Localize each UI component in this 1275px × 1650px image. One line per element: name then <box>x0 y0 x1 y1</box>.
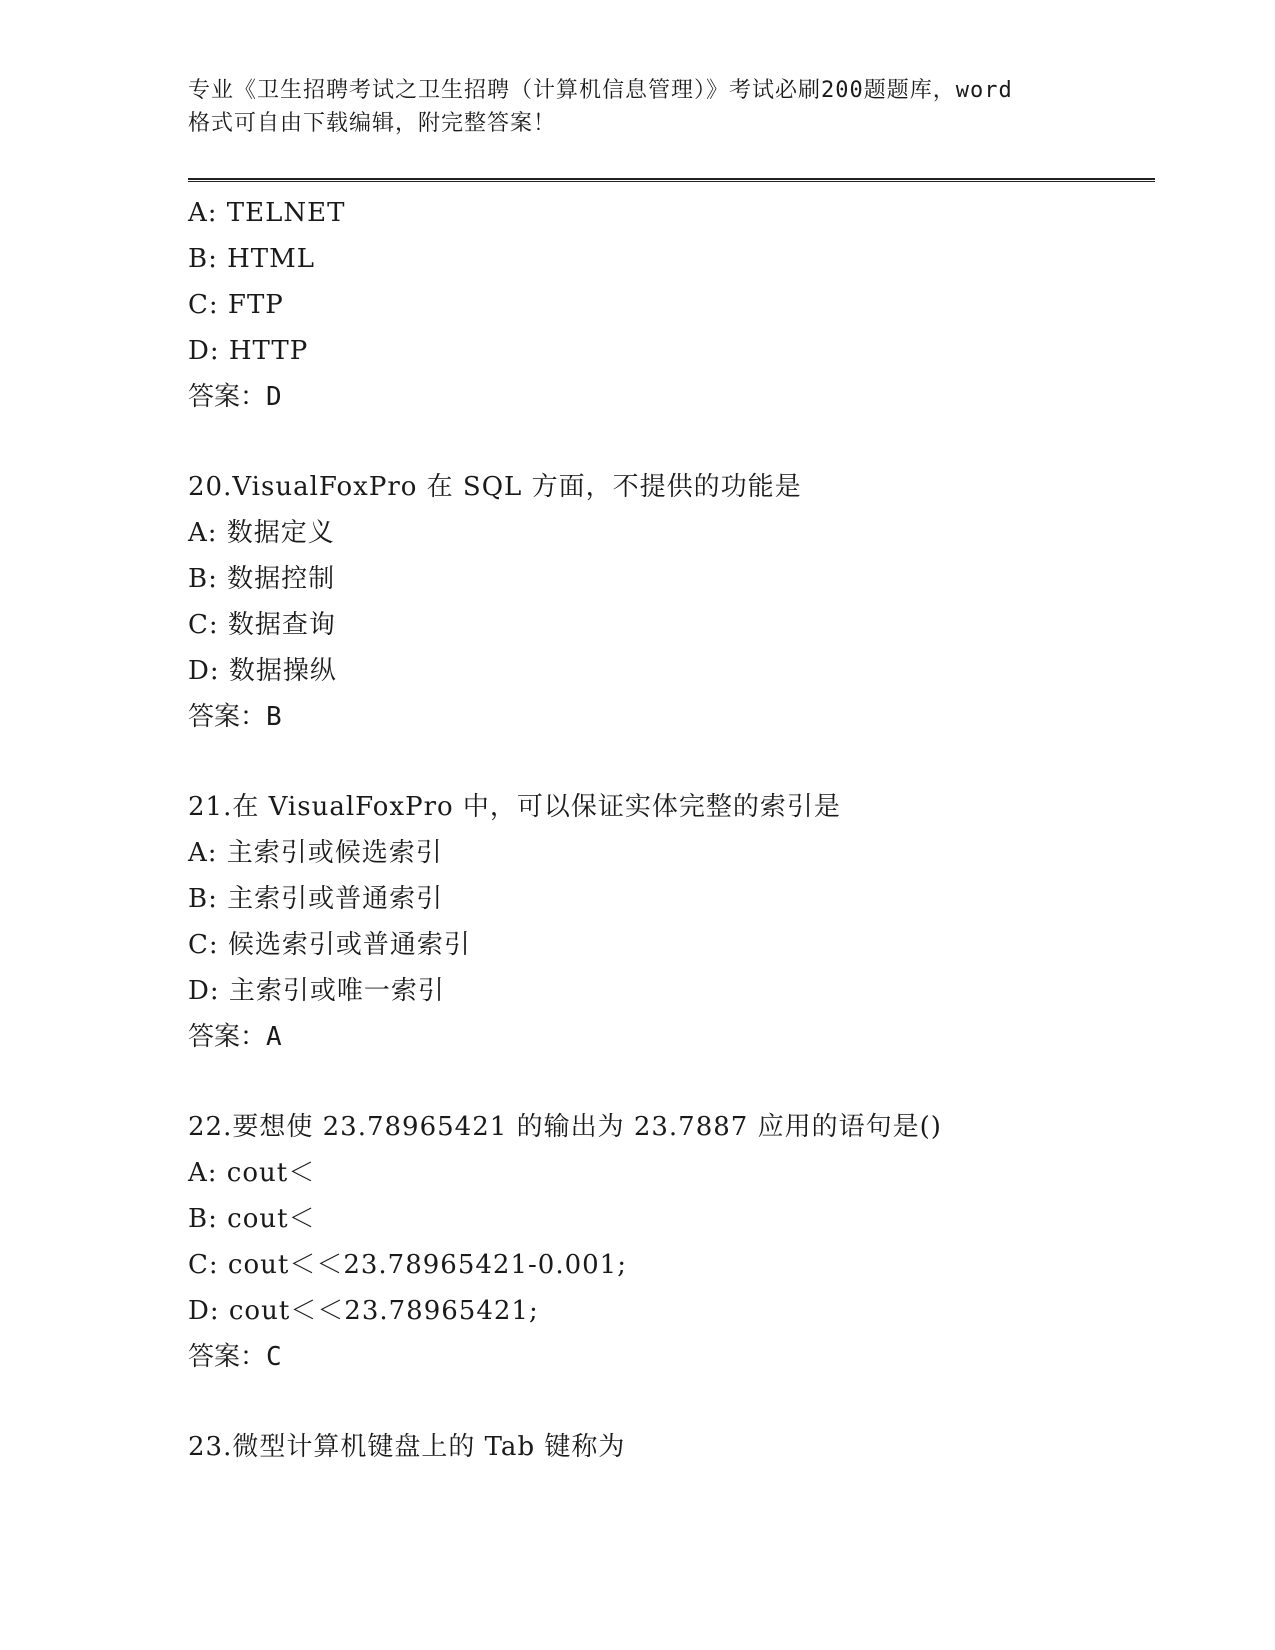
answer-line: 答案：B <box>188 702 282 732</box>
option-d: D: 主索引或唯一索引 <box>188 976 445 1006</box>
question-block-21 <box>188 784 1155 1060</box>
document-header <box>188 74 1088 140</box>
option-c: C: FTP <box>188 290 284 320</box>
question-text: 21.在 VisualFoxPro 中，可以保证实体完整的索引是 <box>188 792 841 822</box>
option-d: D: cout＜＜23.78965421; <box>188 1296 539 1326</box>
question-text: 23.微型计算机键盘上的 Tab 键称为 <box>188 1432 626 1462</box>
question-block-22 <box>188 1104 1155 1380</box>
answer-line: 答案：C <box>188 1342 282 1372</box>
option-b: B: cout＜ <box>188 1204 316 1234</box>
question-block-23 <box>188 1424 1155 1470</box>
option-a: A: cout＜ <box>188 1158 316 1188</box>
header-divider <box>188 178 1155 182</box>
option-a: A: 主索引或候选索引 <box>188 838 443 868</box>
option-c: C: cout＜＜23.78965421-0.001; <box>188 1250 627 1280</box>
question-block-19 <box>188 190 1155 420</box>
option-b: B: 主索引或普通索引 <box>188 884 444 914</box>
question-list <box>188 190 1155 1470</box>
option-d: D: 数据操纵 <box>188 656 337 686</box>
option-a: A: TELNET <box>188 198 346 228</box>
question-text: 20.VisualFoxPro 在 SQL 方面，不提供的功能是 <box>188 472 802 502</box>
option-a: A: 数据定义 <box>188 518 335 548</box>
answer-line: 答案：D <box>188 382 282 412</box>
option-c: C: 候选索引或普通索引 <box>188 930 471 960</box>
option-c: C: 数据查询 <box>188 610 336 640</box>
option-b: B: 数据控制 <box>188 564 336 594</box>
header-line-2: 格式可自由下载编辑，附完整答案！ <box>188 111 557 136</box>
option-d: D: HTTP <box>188 336 309 366</box>
question-block-20 <box>188 464 1155 740</box>
option-b: B: HTML <box>188 244 316 274</box>
header-line-1: 专业《卫生招聘考试之卫生招聘（计算机信息管理）》考试必刷200题题库，word <box>188 78 1013 103</box>
answer-line: 答案：A <box>188 1022 282 1052</box>
question-text: 22.要想使 23.78965421 的输出为 23.7887 应用的语句是() <box>188 1112 942 1142</box>
